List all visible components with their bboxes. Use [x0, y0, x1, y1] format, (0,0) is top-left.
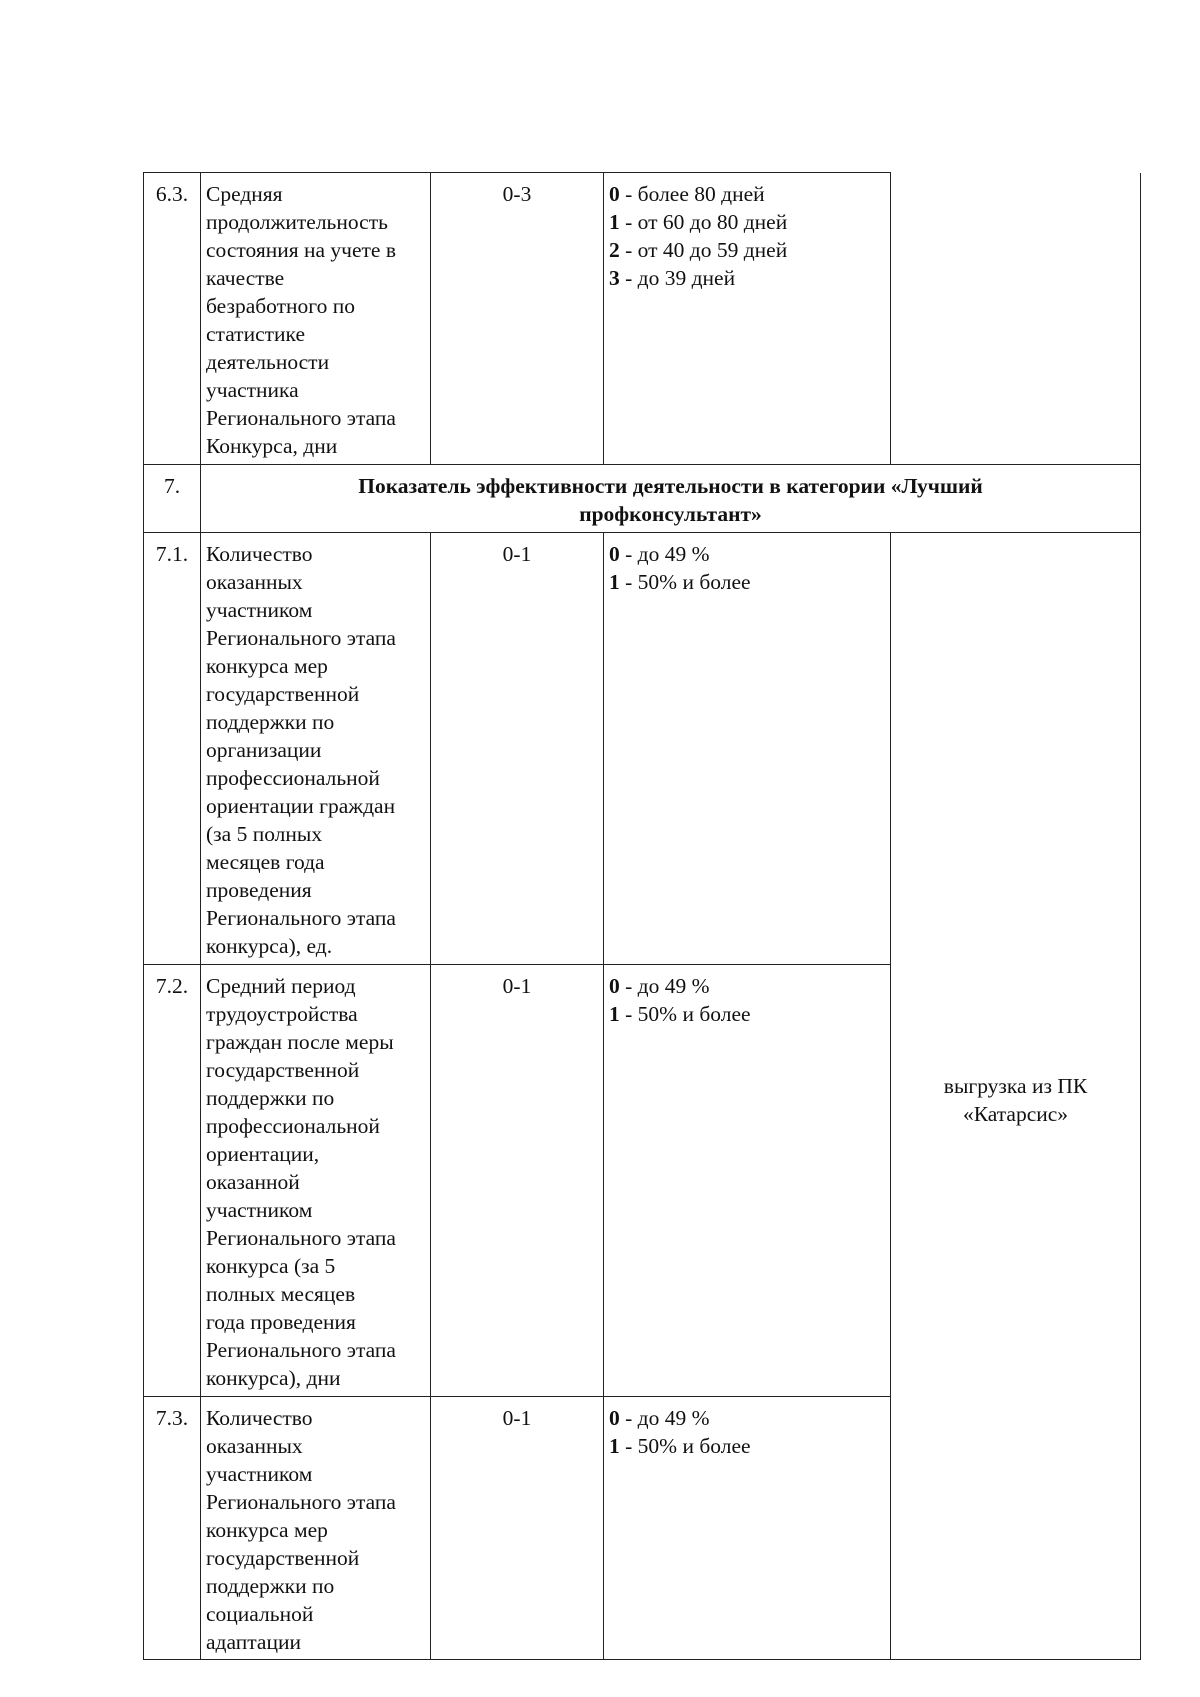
indicator-name-text: Средняя продолжительность состояния на учете в качестве безработного по статистике деятельности участника Регионального этапа Конкурса, дни	[206, 182, 396, 458]
row-number: 7.1.	[144, 533, 201, 965]
criterion-score: 0	[609, 182, 620, 206]
criterion-line	[609, 1404, 885, 1432]
row-number: 6.3.	[144, 173, 201, 465]
table-row-7-1	[144, 533, 1141, 965]
criterion-line	[609, 1432, 885, 1460]
criterion-text: - 50% и более	[619, 570, 751, 594]
score-criteria	[604, 1397, 891, 1660]
table-row-6-3	[144, 173, 1141, 465]
indicator-name	[201, 1397, 431, 1660]
indicator-name	[201, 965, 431, 1397]
score-criteria	[604, 965, 891, 1397]
indicator-name-text: Количество оказанных участником Регионального этапа конкурса мер государственной поддержки по организации профессиональной ориентации граждан (за 5 полных месяцев года проведения Регионального этапа конкурса), ед.	[206, 542, 396, 958]
criterion-text: - 50% и более	[619, 1002, 751, 1026]
criterion-score: 1	[609, 1002, 620, 1026]
data-source-line-2: «Катарсис»	[962, 1101, 1069, 1126]
criterion-text: - до 49 %	[619, 974, 710, 998]
indicator-name	[201, 533, 431, 965]
criterion-line	[609, 540, 885, 568]
section-title: Показатель эффективности деятельности в категории «Лучший профконсультант»	[201, 465, 1141, 533]
source-cell-empty	[891, 173, 1141, 465]
indicator-name	[201, 173, 431, 465]
section-heading-row	[144, 465, 1141, 533]
data-source-line-1: выгрузка из ПК	[943, 1073, 1088, 1098]
criterion-score: 2	[609, 238, 620, 262]
criterion-line	[609, 568, 885, 596]
indicator-name-text: Количество оказанных участником Регионального этапа конкурса мер государственной поддержки по социальной адаптации	[206, 1406, 396, 1654]
criterion-score: 3	[609, 266, 620, 290]
criterion-text: - до 39 дней	[619, 266, 736, 290]
criterion-score: 1	[609, 570, 620, 594]
indicator-name-text: Средний период трудоустройства граждан после меры государственной поддержки по профессиональной ориентации, оказанной участником Регионального этапа конкурса (за 5 полных месяцев года проведения Регионального этапа конкурса), дни	[206, 974, 396, 1390]
criterion-line	[609, 1000, 885, 1028]
criterion-score: 0	[609, 1406, 620, 1430]
criterion-text: - более 80 дней	[619, 182, 765, 206]
score-range: 0-1	[431, 1397, 604, 1660]
score-range: 0-1	[431, 965, 604, 1397]
criteria-table	[143, 172, 1141, 1660]
criterion-line	[609, 180, 885, 208]
score-criteria	[604, 533, 891, 965]
criterion-score: 0	[609, 974, 620, 998]
criterion-line	[609, 208, 885, 236]
score-range: 0-1	[431, 533, 604, 965]
score-criteria	[604, 173, 891, 465]
criterion-text: - до 49 %	[619, 542, 710, 566]
criterion-text: - от 40 до 59 дней	[619, 238, 788, 262]
criterion-line	[609, 264, 885, 292]
data-source-cell	[891, 533, 1141, 1660]
criterion-score: 1	[609, 1434, 620, 1458]
section-number: 7.	[144, 465, 201, 533]
score-range: 0-3	[431, 173, 604, 465]
criterion-text: - 50% и более	[619, 1434, 751, 1458]
criterion-text: - до 49 %	[619, 1406, 710, 1430]
row-number: 7.2.	[144, 965, 201, 1397]
row-number: 7.3.	[144, 1397, 201, 1660]
criterion-score: 1	[609, 210, 620, 234]
criterion-score: 0	[609, 542, 620, 566]
criterion-text: - от 60 до 80 дней	[619, 210, 788, 234]
criterion-line	[609, 236, 885, 264]
criterion-line	[609, 972, 885, 1000]
